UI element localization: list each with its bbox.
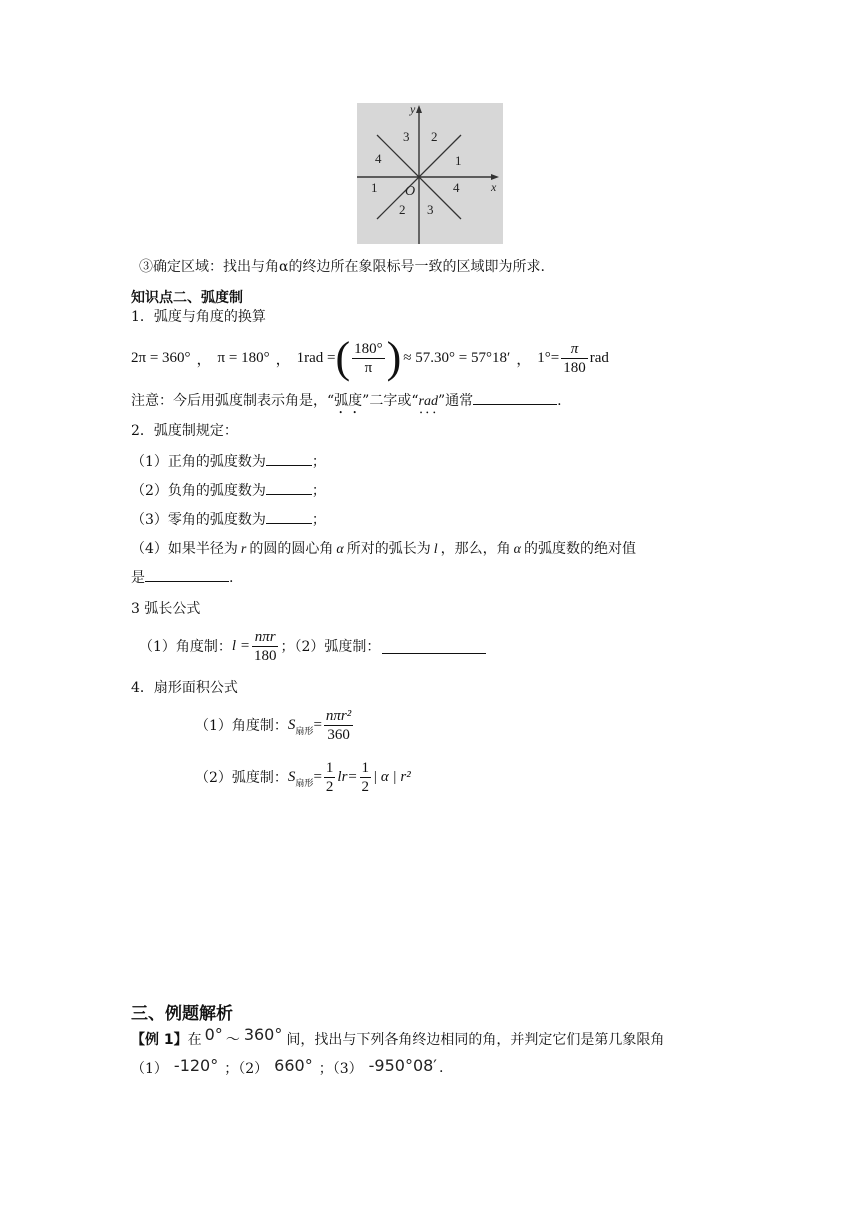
item2-title: 2．弧度制规定：	[131, 423, 238, 439]
area-half-den-2: 2	[361, 778, 370, 795]
quadrant-diagram	[357, 103, 503, 244]
area-sub: 扇形	[295, 779, 314, 789]
region-label: 4	[375, 151, 382, 166]
ex-b: 间，找出与下列各角终边相同的角，并判定它们是第几象限角	[286, 1032, 665, 1048]
note-b: 弧度	[334, 393, 363, 409]
note-end: .	[557, 393, 562, 409]
rule1-text: （1）正角的弧度数为	[131, 454, 266, 470]
comma: ，	[196, 351, 212, 368]
rule1	[131, 451, 326, 471]
example1-line1	[131, 1024, 665, 1049]
note-c: ”二字或“	[362, 393, 419, 409]
ex-end: .	[438, 1060, 444, 1076]
item3-title: 3 弧长公式	[131, 601, 201, 617]
ex-v1: -120°	[173, 1055, 219, 1075]
area-half-num: 1	[325, 759, 334, 776]
rule1-blank	[266, 451, 312, 466]
rule4-b: 的圆的圆心角	[249, 541, 334, 557]
area-eq: =	[313, 768, 322, 785]
rule4-blank	[145, 567, 229, 582]
ex-tilde: ～	[225, 1032, 240, 1048]
y-axis-label: y	[410, 103, 416, 116]
region-label: 4	[453, 180, 460, 195]
conv-1deg-unit: rad	[589, 349, 609, 366]
area-rad-label: （2）弧度制：	[195, 770, 288, 786]
ex-v2: 660°	[274, 1055, 313, 1075]
step3-text: ③确定区域：找出与角α的终边所在象限标号一致的区域即为所求.	[139, 259, 545, 275]
ex-range-lo: 0°	[204, 1024, 223, 1044]
rule4-f: 是	[131, 570, 145, 586]
rule4-r: r	[240, 542, 247, 557]
conv-pi: π = 180°	[217, 349, 270, 366]
section2-title: 知识点二、弧度制	[131, 290, 243, 306]
area-deg-formula	[195, 703, 355, 747]
region-label: 1	[455, 153, 462, 168]
conv-fraction-num: 180°	[354, 340, 383, 357]
area-deg-fraction	[324, 707, 353, 744]
conversion-formulas	[131, 333, 609, 383]
rule2-blank	[266, 480, 312, 495]
rule2-text: （2）负角的弧度数为	[131, 483, 266, 499]
ex-p3: ；（3）	[318, 1061, 363, 1077]
area-den: 360	[324, 725, 353, 744]
x-axis-label: x	[491, 180, 497, 194]
region-label: 3	[427, 202, 434, 217]
right-paren: )	[386, 333, 402, 382]
example-label: 【例 1】	[131, 1032, 188, 1048]
arc-length-formula	[139, 624, 486, 668]
comma: ，	[516, 351, 532, 368]
note-blank	[473, 390, 557, 405]
rule4-d: ，那么，角	[440, 541, 511, 557]
rule4-l: l	[433, 542, 438, 557]
ex-v3: -950°08′	[368, 1055, 437, 1075]
rule4-alpha2: α	[513, 542, 521, 557]
area-sub: 扇形	[295, 727, 314, 737]
region-label: 3	[403, 129, 410, 144]
item4-title: 4．扇形面积公式	[131, 680, 238, 696]
conv-fraction-den: π	[352, 358, 385, 377]
rule3-end: ；	[311, 512, 326, 528]
item1-title: 1．弧度与角度的换算	[131, 309, 266, 325]
arc-rad-label: ；（2）弧度制：	[280, 639, 381, 655]
note-line	[131, 390, 562, 417]
area-S: S	[287, 716, 296, 733]
note-d: rad	[418, 394, 438, 409]
area-rad-formula	[195, 755, 411, 799]
rule3	[131, 509, 326, 529]
region-label: 1	[371, 180, 378, 195]
area-num: nπr²	[325, 707, 352, 724]
note-a: 注意：今后用弧度制表示角是，“	[131, 393, 335, 409]
area-eq: =	[313, 716, 322, 733]
region-label: 2	[399, 202, 406, 217]
rule1-end: ；	[311, 454, 326, 470]
rule4-e: 的弧度数的绝对值	[523, 541, 636, 557]
conv-1rad-left: 1rad =	[296, 349, 336, 366]
arc-rad-blank	[382, 639, 486, 654]
conv-fraction	[352, 340, 385, 377]
arc-num: nπr	[254, 628, 276, 645]
note-e: ”通常	[437, 393, 474, 409]
conv-1deg-num: π	[570, 340, 579, 357]
rule4-a: （4）如果半径为	[131, 541, 238, 557]
area-alpha-r: | α | r²	[373, 768, 411, 785]
area-half-den: 2	[325, 778, 334, 795]
ex-a: 在	[187, 1032, 202, 1048]
y-axis-arrow	[416, 105, 422, 113]
conv-1deg-den: 180	[563, 359, 586, 376]
area-deg-label: （1）角度制：	[195, 718, 288, 734]
conv-2pi: 2π = 360°	[131, 349, 191, 366]
area-half-num-2: 1	[361, 759, 370, 776]
arc-l-eq: l =	[231, 637, 250, 654]
rule4-alpha: α	[336, 542, 344, 557]
area-lr: lr=	[337, 768, 358, 785]
region-label: 2	[431, 129, 438, 144]
rule2	[131, 480, 326, 500]
rule3-text: （3）零角的弧度数为	[131, 512, 266, 528]
section3-title: 三、例题解析	[131, 1004, 233, 1024]
conv-1deg-fraction	[561, 340, 588, 377]
rule4-c: 所对的弧长为	[346, 541, 431, 557]
ex-p2: ；（2）	[224, 1061, 269, 1077]
conv-approx: ≈ 57.30° = 57°18′	[403, 349, 511, 366]
area-S: S	[287, 768, 296, 785]
arc-deg-label: （1）角度制：	[139, 639, 232, 655]
conv-1deg-left: 1°=	[537, 349, 560, 366]
arc-den: 180	[253, 647, 277, 664]
area-half-fraction	[324, 759, 336, 796]
ex-range-hi: 360°	[243, 1024, 283, 1044]
rule3-blank	[266, 509, 312, 524]
rule2-end: ；	[311, 483, 326, 499]
area-half-fraction-2	[360, 759, 372, 796]
arc-fraction	[252, 628, 279, 665]
ex-p1: （1）	[131, 1061, 168, 1077]
quadrant-region-figure	[357, 103, 503, 244]
comma: ，	[275, 351, 291, 368]
rule4	[131, 538, 636, 558]
example1-line2	[131, 1055, 444, 1078]
origin-label: O	[405, 184, 416, 199]
left-paren: (	[335, 333, 351, 382]
rule4-end: .	[229, 570, 234, 586]
rule4-line2	[131, 567, 233, 587]
